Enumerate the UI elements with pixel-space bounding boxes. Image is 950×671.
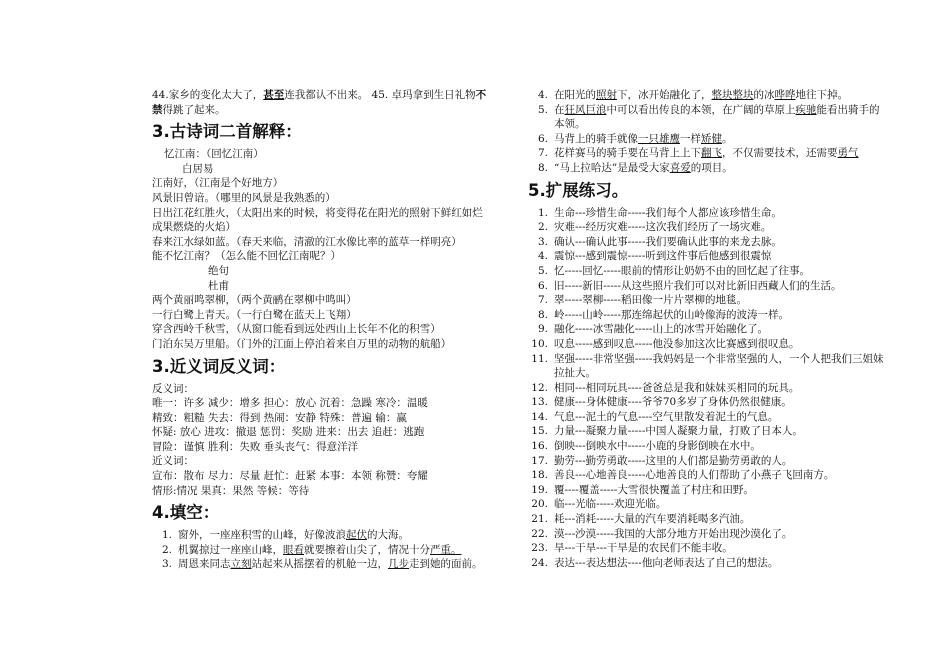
underlined-word: 哗哗	[774, 89, 796, 101]
item-number: 5.	[537, 264, 548, 277]
item-number: 4.	[537, 89, 548, 101]
poem-line: 忆江南：（回忆江南）	[164, 148, 264, 161]
list-item	[528, 293, 888, 308]
item-text: 岭-----山岭-----那连绵起伏的山岭像海的波涛一样。	[554, 308, 789, 321]
item-number: 23.	[531, 542, 548, 555]
underlined-word: 严重。	[430, 543, 462, 556]
list-item	[528, 454, 888, 469]
item-number: 3.	[537, 235, 548, 248]
word-pair-line: 怀疑: 放心 进攻：撤退 惩罚：奖励 进来：出去 追赶：逃跑	[152, 426, 425, 439]
poem-line: 门泊东吴万里船。（门外的江面上停泊着来自万里的动物的航船）	[152, 337, 452, 350]
item-text: 确认---确认此事-----我们要确认此事的来龙去脉。	[554, 235, 782, 248]
underlined-word: 眼看	[283, 543, 304, 556]
word-pair-line: 近义词：	[152, 455, 194, 468]
word-pair-line: 精致：粗糙 失去：得到 热闹：安静 特殊：普遍 输：赢	[152, 411, 407, 424]
item-number: 19.	[531, 483, 548, 496]
item-text: 临---光临-----欢迎光临。	[554, 498, 667, 511]
text-segment: 地往下掉。	[795, 89, 848, 101]
item-text: 相同---相同玩具----爸爸总是我和妹妹买相同的玩具。	[554, 381, 800, 394]
list-item	[528, 439, 888, 454]
item-number: 18.	[531, 469, 548, 482]
list-item	[528, 206, 888, 221]
top-line-cont	[152, 103, 514, 118]
text-segment: 44.家乡的变化太大了，	[152, 89, 264, 101]
right-column	[528, 88, 888, 570]
item-number: 15.	[531, 425, 548, 438]
poem-line: 穿含西岭千秋雪，（从窗口能看到远处西山上长年不化的积雪）	[152, 323, 441, 336]
text-segment: 一样	[680, 132, 701, 145]
list-item	[528, 235, 888, 250]
text-segment: 的冰	[753, 89, 775, 101]
item-text: 耗---消耗-----大量的汽车要消耗喝多汽油。	[554, 513, 751, 526]
text-segment: 能看出骑手的本领。	[554, 103, 880, 131]
text-segment: 花样赛马的骑手要在马背上上下	[554, 147, 701, 160]
list-item	[528, 103, 888, 132]
list-item	[528, 352, 888, 381]
fill-list-left	[152, 528, 514, 572]
text-segment: “马上拉哈达”是最受大家	[554, 161, 670, 174]
list-item	[528, 249, 888, 264]
list-item	[528, 483, 888, 498]
text-segment: 在	[554, 103, 565, 116]
item-text: 翠-----翠柳-----稻田像一片片翠柳的地毯。	[554, 294, 747, 307]
list-item	[528, 88, 888, 103]
list-item	[528, 410, 888, 425]
item-text: 善良---心地善良-----心地善良的人们帮助了小燕子飞回南方。	[554, 469, 835, 482]
poem-line: 白居易	[182, 162, 214, 175]
underlined-word: 喜爱	[669, 161, 691, 174]
poem-line: 杜甫	[208, 279, 229, 292]
poem-line: 风景旧曾谙。（哪里的风景是我熟悉的）	[152, 191, 336, 204]
poem-line: 能不忆江南？（怎么能不回忆江南呢？）	[152, 250, 341, 263]
item-number: 8.	[537, 308, 548, 321]
item-number: 10.	[531, 337, 548, 350]
item-number: 7.	[537, 294, 548, 307]
word-pair-line: 情形:情况 果真：果然 等候：等待	[152, 484, 310, 497]
list-item	[528, 527, 888, 542]
item-text: 忆-----回忆-----眼前的情形让奶奶不由的回忆起了往事。	[554, 264, 810, 277]
list-item	[528, 395, 888, 410]
text-segment: 的项目。	[690, 161, 733, 174]
item-number: 22.	[531, 527, 548, 540]
item-text: 勤劳---勤劳勇敢-----这里的人们都是勤劳勇敢的人。	[554, 454, 793, 467]
underlined-word: 翻飞	[701, 147, 722, 160]
list-item	[528, 279, 888, 294]
poem-line: 两个黄丽鸣翠柳，（两个黄鹂在翠柳中鸣叫）	[152, 294, 357, 307]
text-segment: 。	[722, 132, 733, 145]
item-number: 21.	[531, 513, 548, 526]
item-number: 9.	[537, 323, 548, 336]
list-item	[528, 132, 888, 147]
left-column	[152, 88, 514, 572]
text-segment: 就要擦着山尖了，情况十分	[304, 543, 430, 556]
text-segment: 马背上的骑手就像	[554, 132, 638, 145]
item-text: 叹息-----感到叹息-----他没参加这次比赛感到很叹息。	[554, 337, 800, 350]
extension-list	[528, 206, 888, 571]
item-text: 融化-----冰雪融化-----山上的冰雪开始融化了。	[554, 323, 768, 336]
text-segment: 的大海。	[367, 529, 409, 542]
list-item	[528, 497, 888, 512]
text-segment: ，不仅需要技术，还需要	[722, 147, 838, 160]
underlined-word: 狂风巨浪	[564, 103, 607, 116]
item-number: 16.	[531, 440, 548, 453]
poem-line: 江南好，（江南是个好地方）	[152, 177, 284, 190]
list-item	[528, 322, 888, 337]
fill-list-right	[528, 88, 888, 176]
text-segment: 在阳光的	[554, 89, 596, 101]
list-item	[528, 424, 888, 439]
item-text: 震惊---感到震惊-----听到这件事后他感到很震惊	[554, 250, 772, 263]
item-number: 24.	[531, 556, 548, 569]
list-item	[528, 264, 888, 279]
list-item	[152, 543, 514, 558]
item-number: 1.	[537, 206, 548, 219]
word-pair-line: 唯一：许多 减少：增多 担心：放心 沉着：急躁 寒冷：温暖	[152, 397, 428, 410]
underlined-word: 立刻	[230, 558, 252, 571]
item-text: 旧-----新旧-----从这些照片我们可以对比新旧西藏人们的生活。	[554, 279, 842, 292]
list-item	[152, 528, 514, 543]
bold-word: 不	[475, 89, 487, 101]
item-number: 5.	[537, 103, 548, 116]
item-text: 力量---凝聚力量-----中国人凝聚力量，打败了日本人。	[554, 425, 803, 438]
poem-line: 成果燃烧的火焰）	[152, 221, 236, 234]
list-item	[528, 146, 888, 161]
text-segment: 下，冰开始融化了，	[617, 89, 712, 101]
underlined-word: 勇气	[837, 147, 859, 160]
item-number: 3.	[161, 558, 172, 571]
item-text: 健康---身体健康----爷爷70多岁了身体仍然很健康。	[554, 396, 792, 409]
item-number: 12.	[531, 381, 548, 394]
list-item	[528, 308, 888, 323]
text-segment: 中可以看出传良的本领，在广阔的草原上	[606, 103, 796, 116]
list-item	[528, 541, 888, 556]
section-title-fill: 4.填空：	[152, 503, 220, 523]
underlined-word: 甚至	[263, 89, 285, 101]
item-number: 2.	[537, 221, 548, 234]
underlined-word: 矫健	[701, 132, 722, 145]
text-segment: 连我都认不出来。 45. 卓玛拿到生日礼物	[284, 89, 476, 101]
list-item	[528, 220, 888, 235]
section-title-synonyms: 3.近义词反义词：	[152, 356, 286, 376]
list-item	[528, 161, 888, 176]
underlined-word: 起伏	[346, 529, 367, 542]
poem-line: 一行白鹭上青天。（一行白鹭在蓝天上飞翔）	[152, 308, 357, 321]
item-number: 2.	[161, 543, 172, 556]
underlined-word: 照射	[596, 89, 617, 101]
bold-word: 禁	[152, 103, 163, 116]
list-item	[528, 381, 888, 396]
item-text: 灾难---经历灾难-----这次我们经历了一场灾难。	[554, 221, 772, 234]
list-item	[528, 556, 888, 571]
poem-line: 日出江花红胜火，（太阳出来的时候，将变得花在阳光的照射下鲜红如烂	[152, 206, 483, 219]
item-text: 气息---泥土的气息----空气里散发着泥土的气息。	[554, 410, 779, 423]
list-item	[152, 557, 514, 572]
word-pair-line: 冒险：谨慎 胜利：失败 垂头丧气：得意洋洋	[152, 440, 359, 453]
underlined-word: 一只雄鹰	[638, 132, 680, 145]
item-number: 20.	[531, 498, 548, 511]
poem-line: 春来江水绿如蓝。（春天来临，清澈的江水像比率的蓝草一样明亮）	[152, 235, 462, 248]
underlined-word: 整块整块	[711, 89, 754, 101]
item-number: 8.	[537, 161, 548, 174]
item-text: 倒映---倒映水中-----小鹿的身影倒映在水中。	[554, 440, 761, 453]
text-segment: 得跳了起来。	[162, 103, 226, 116]
underlined-word: 几步	[388, 558, 409, 571]
text-segment: 走到她的面前。	[409, 558, 483, 571]
item-number: 13.	[531, 396, 548, 409]
list-item	[528, 337, 888, 352]
text-segment: 机翼掠过一座座山峰，	[178, 543, 283, 556]
item-number: 14.	[531, 410, 548, 423]
item-number: 6.	[537, 132, 548, 145]
item-number: 7.	[537, 147, 548, 160]
item-text: 旱---干旱---干旱是的农民们不能丰收。	[554, 542, 733, 555]
text-segment: 站起来从摇摆着的机舱一边，	[251, 558, 388, 571]
item-text: 表达---表达想法----他向老师表达了自己的想法。	[554, 556, 779, 569]
text-segment: 周恩来同志	[178, 558, 231, 571]
item-number: 1.	[161, 529, 172, 542]
top-line	[152, 88, 514, 103]
word-pair-line: 反义词：	[152, 382, 194, 395]
poem-line: 绝句	[208, 264, 229, 277]
item-text: 覆----覆盖-----大雪很快覆盖了村庄和田野。	[554, 483, 754, 496]
word-pair-line: 宣布：散布 尽力：尽量 赶忙：赶紧 本事：本领 称赞：夸耀	[152, 470, 428, 483]
item-text: 漠---沙漠-----我国的大部分地方开始出现沙漠化了。	[554, 527, 793, 540]
item-number: 11.	[531, 352, 548, 365]
underlined-word: 疾驰	[795, 103, 817, 116]
item-text: 坚强-----非常坚强-----我妈妈是一个非常坚强的人，一个人把我们三姐妹拉扯大。	[554, 352, 884, 380]
item-number: 6.	[537, 279, 548, 292]
list-item	[528, 512, 888, 527]
item-text: 生命---珍惜生命-----我们每个人都应该珍惜生命。	[554, 206, 782, 219]
text-segment: 窗外，一座座积雪的山峰，好像波浪	[178, 529, 346, 542]
list-item	[528, 468, 888, 483]
item-number: 17.	[531, 454, 548, 467]
item-number: 4.	[537, 250, 548, 263]
section-title-poems: 3.古诗词二首解释：	[152, 122, 302, 142]
section-title-extension: 5.扩展练习。	[528, 180, 629, 200]
